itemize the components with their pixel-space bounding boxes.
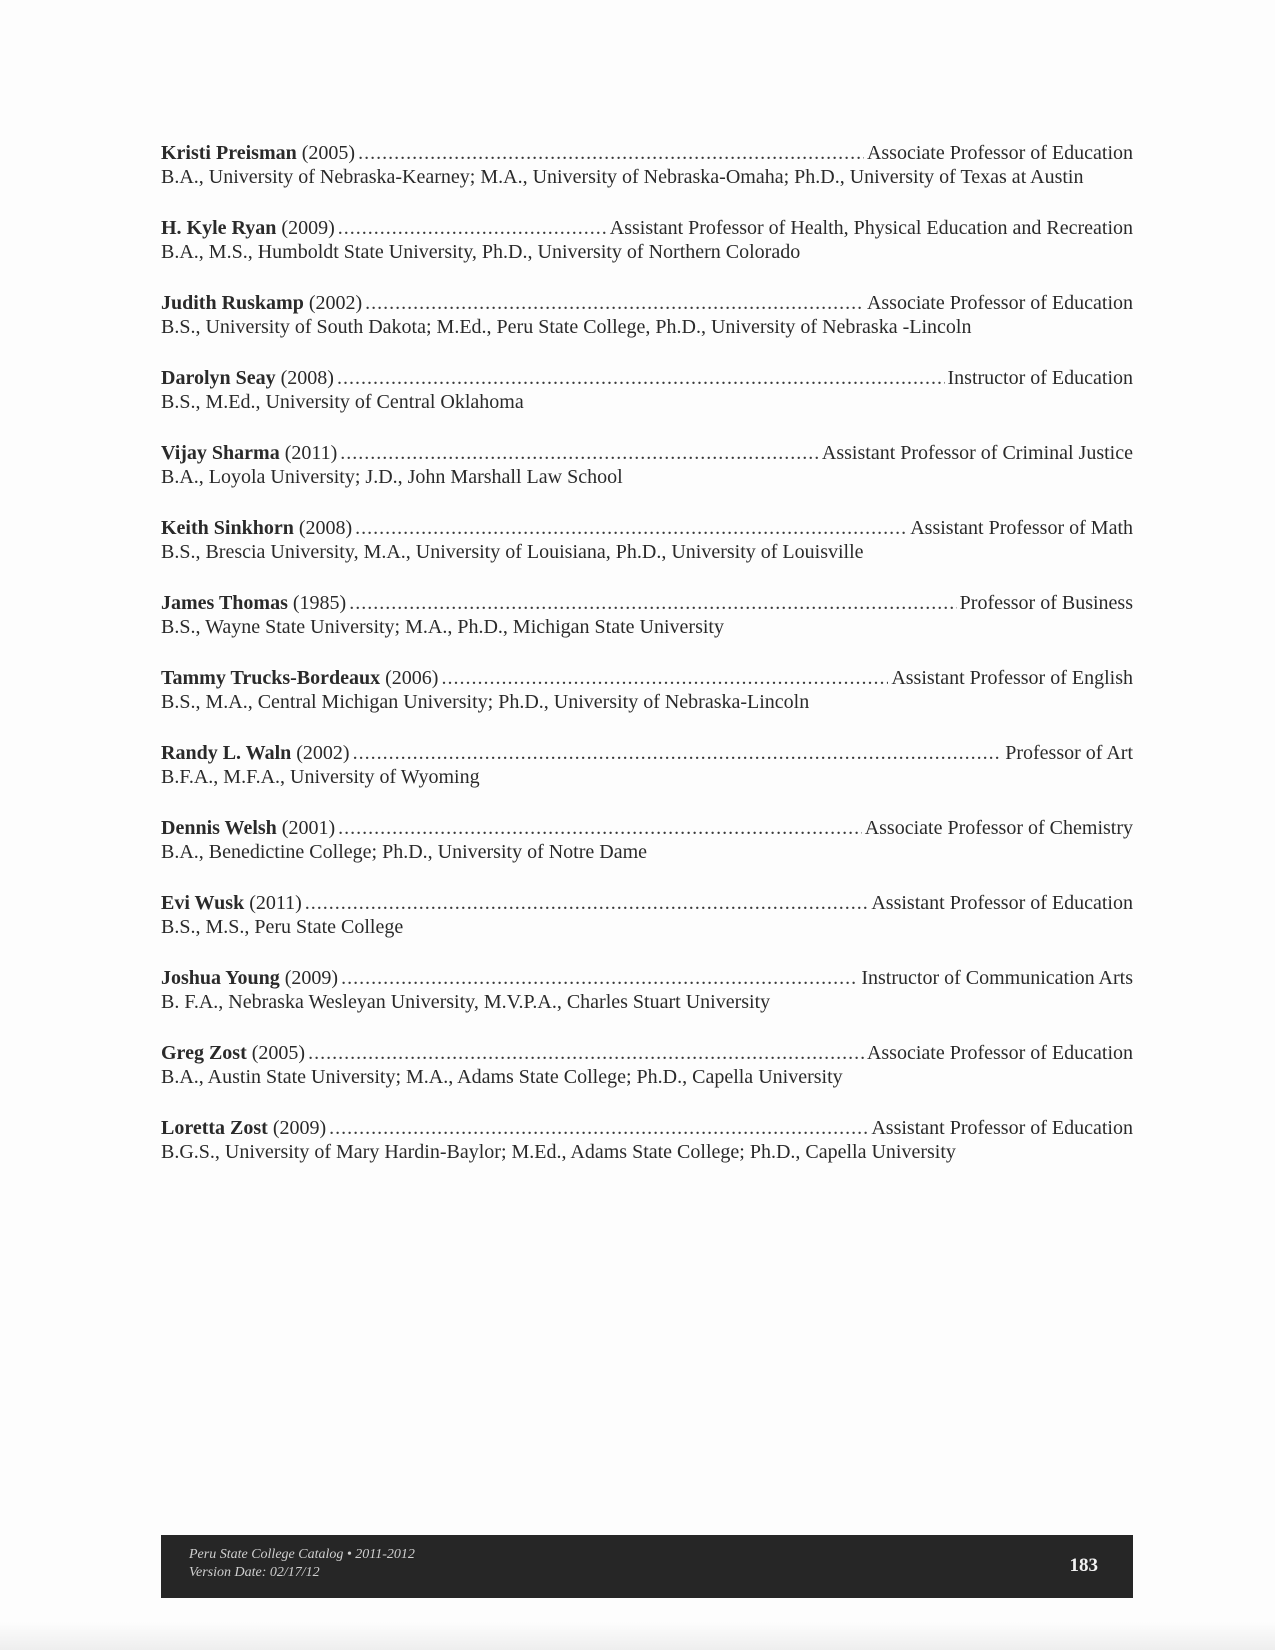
faculty-heading-line [161,591,1133,615]
faculty-year: (2009) [272,1117,327,1139]
faculty-entry [161,1041,1133,1116]
faculty-name: H. Kyle Ryan [161,217,277,239]
dot-leader [365,291,864,315]
faculty-year: (2009) [281,217,335,239]
dot-leader [441,666,888,690]
faculty-entry [161,666,1133,741]
faculty-heading-line [161,1116,1133,1140]
faculty-entry [161,441,1133,516]
scan-shadow [0,1622,1275,1650]
faculty-degrees: B.F.A., M.F.A., University of Wyoming [161,766,480,788]
faculty-heading-line [161,741,1133,765]
faculty-entry [161,141,1133,216]
dot-leader [338,816,862,840]
faculty-name: Loretta Zost [161,1117,268,1139]
faculty-list [161,141,1133,1191]
faculty-heading-line [161,966,1133,990]
faculty-name: Vijay Sharma [161,442,280,464]
footer-catalog-title: Peru State College Catalog • 2011-2012 [189,1547,415,1562]
faculty-degrees: B.S., Brescia University, M.A., University of Louisiana, Ph.D., University of Louisville [161,541,864,563]
dot-leader [358,141,864,165]
faculty-title: Assistant Professor of Criminal Justice [821,442,1133,464]
faculty-name: Kristi Preisman [161,142,297,164]
faculty-heading-line [161,891,1133,915]
faculty-heading-line [161,666,1133,690]
faculty-title: Instructor of Communication Arts [861,967,1133,989]
footer-version-date: Version Date: 02/17/12 [189,1565,320,1580]
faculty-title: Associate Professor of Education [866,292,1133,314]
faculty-degrees: B.S., University of South Dakota; M.Ed., Peru State College, Ph.D., University of Nebraska -Lincoln [161,316,972,338]
faculty-degrees: B.A., M.S., Humboldt State University, Ph.D., University of Northern Colorado [161,241,801,263]
faculty-heading-line [161,441,1133,465]
faculty-entry [161,1116,1133,1191]
faculty-degrees: B.A., Austin State University; M.A., Adams State College; Ph.D., Capella University [161,1066,843,1088]
faculty-year: (2011) [249,892,302,914]
dot-leader [329,1116,868,1140]
faculty-title: Professor of Art [1005,742,1133,764]
faculty-title: Instructor of Education [947,367,1133,389]
faculty-entry [161,591,1133,666]
faculty-year: (2009) [284,967,339,989]
faculty-entry [161,741,1133,816]
faculty-name: Judith Ruskamp [161,292,304,314]
faculty-year: (2002) [308,292,363,314]
faculty-entry [161,216,1133,291]
faculty-name: Tammy Trucks-Bordeaux [161,667,381,689]
faculty-entry [161,291,1133,366]
faculty-year: (2006) [385,667,439,689]
faculty-year: (1985) [292,592,347,614]
dot-leader [355,516,907,540]
faculty-title: Associate Professor of Chemistry [864,817,1133,839]
faculty-degrees: B.A., Benedictine College; Ph.D., University of Notre Dame [161,841,648,863]
faculty-degrees: B.G.S., University of Mary Hardin-Baylor; M.Ed., Adams State College; Ph.D., Capella University [161,1141,956,1163]
faculty-entry [161,891,1133,966]
faculty-name: Greg Zost [161,1042,247,1064]
page-footer [161,1535,1133,1598]
faculty-heading-line [161,816,1133,840]
faculty-year: (2005) [251,1042,306,1064]
dot-leader [308,1041,864,1065]
faculty-name: Darolyn Seay [161,367,276,389]
dot-leader [305,891,869,915]
faculty-title: Assistant Professor of Math [910,517,1133,539]
faculty-name: Randy L. Waln [161,742,292,764]
dot-leader [349,591,956,615]
dot-leader [340,441,819,465]
faculty-entry [161,516,1133,591]
faculty-year: (2008) [280,367,334,389]
faculty-title: Assistant Professor of Education [871,1117,1133,1139]
faculty-degrees: B.S., M.Ed., University of Central Oklahoma [161,391,524,413]
dot-leader [341,966,858,990]
faculty-degrees: B. F.A., Nebraska Wesleyan University, M.V.P.A., Charles Stuart University [161,991,771,1013]
faculty-entry [161,966,1133,1041]
faculty-name: Evi Wusk [161,892,245,914]
dot-leader [353,741,1003,765]
footer-info [189,1546,415,1582]
faculty-heading-line [161,291,1133,315]
faculty-degrees: B.S., M.S., Peru State College [161,916,404,938]
faculty-degrees: B.S., Wayne State University; M.A., Ph.D., Michigan State University [161,616,724,638]
faculty-entry [161,816,1133,891]
faculty-entry [161,366,1133,441]
faculty-year: (2008) [298,517,353,539]
faculty-year: (2001) [281,817,336,839]
faculty-name: Keith Sinkhorn [161,517,294,539]
faculty-year: (2002) [296,742,350,764]
faculty-heading-line [161,216,1133,240]
faculty-heading-line [161,1041,1133,1065]
faculty-year: (2005) [301,142,356,164]
faculty-year: (2011) [284,442,338,464]
faculty-heading-line [161,366,1133,390]
faculty-title: Associate Professor of Education [866,142,1133,164]
faculty-degrees: B.A., University of Nebraska-Kearney; M.A., University of Nebraska-Omaha; Ph.D., University of Texas at Austin [161,166,1084,188]
faculty-heading-line [161,516,1133,540]
page-number: 183 [1069,1555,1098,1576]
faculty-title: Professor of Business [959,592,1133,614]
faculty-title: Assistant Professor of Health, Physical Education and Recreation [609,217,1133,239]
faculty-name: Dennis Welsh [161,817,277,839]
faculty-heading-line [161,141,1133,165]
faculty-name: Joshua Young [161,967,280,989]
faculty-title: Associate Professor of Education [866,1042,1133,1064]
dot-leader [338,216,607,240]
faculty-name: James Thomas [161,592,288,614]
faculty-title: Assistant Professor of Education [871,892,1133,914]
faculty-title: Assistant Professor of English [891,667,1133,689]
faculty-degrees: B.A., Loyola University; J.D., John Marshall Law School [161,466,623,488]
dot-leader [337,366,945,390]
faculty-degrees: B.S., M.A., Central Michigan University; Ph.D., University of Nebraska-Lincoln [161,691,810,713]
